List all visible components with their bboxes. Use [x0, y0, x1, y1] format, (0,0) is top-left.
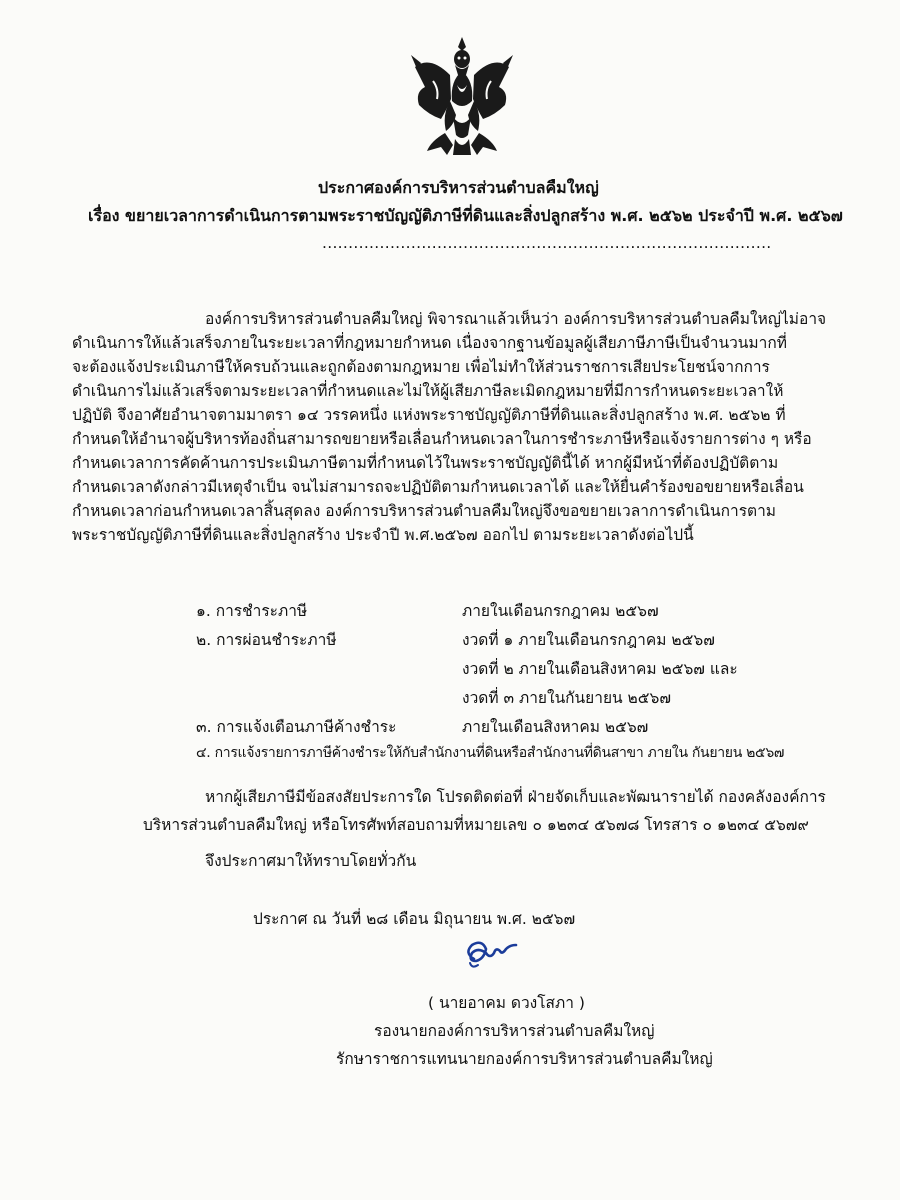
body-line-6: กำหนดให้อำนาจผู้บริหารท้องถิ่นสามารถขยายหรือเลื่อนกำหนดเวลาในการชำระภาษีหรือแจ้งรายการต่าง ๆ หรือ: [72, 430, 812, 448]
schedule-value-3: ภายในเดือนสิงหาคม ๒๕๖๗: [462, 718, 649, 736]
body-line-7: กำหนดเวลาการคัดค้านการประเมินภาษีตามที่กำหนดไว้ในพระราชบัญญัตินี้ได้ หากผู้มีหน้าที่ต้องปฏิบัติตาม: [72, 454, 779, 472]
schedule-value-2c: งวดที่ ๓ ภายในกันยายน ๒๕๖๗: [462, 689, 671, 707]
contact-line-1: หากผู้เสียภาษีมีข้อสงสัยประการใด โปรดติดต่อที่ ฝ่ายจัดเก็บและพัฒนารายได้ กองคลังองค์การ: [205, 788, 826, 806]
body-line-8: กำหนดเวลาดังกล่าวมีเหตุจำเป็น จนไม่สามารถจะปฏิบัติตามกำหนดเวลาได้ และให้ยื่นคำร้องขอขยายหรือเลื่อน: [72, 478, 804, 496]
body-line-4: ดำเนินการไม่แล้วเสร็จตามระยะเวลาที่กำหนดและไม่ให้ผู้เสียภาษีละเมิดกฎหมายที่มีการกำหนดระยะเวลาให้: [72, 382, 784, 400]
body-line-5: ปฏิบัติ จึงอาศัยอำนาจตามมาตรา ๑๔ วรรคหนึ่ง แห่งพระราชบัญญัติภาษีที่ดินและสิ่งปลูกสร้าง พ.ศ. ๒๕๖๒ ที่: [72, 406, 786, 424]
signatory-name: ( นายอาคม ดวงโสภา ): [428, 994, 585, 1012]
schedule-item-4: ๔. การแจ้งรายการภาษีค้างชำระให้กับสำนักงานที่ดินหรือสำนักงานที่ดินสาขา ภายใน กันยายน ๒๕๖๗: [196, 745, 785, 761]
signature-image: [460, 935, 520, 975]
title-divider: ......................................................................................: [322, 234, 772, 252]
closing-statement: จึงประกาศมาให้ทราบโดยทั่วกัน: [205, 852, 417, 870]
announcement-date: ประกาศ ณ วันที่ ๒๘ เดือน มิถุนายน พ.ศ. ๒๕๖๗: [253, 910, 576, 928]
body-line-2: ดำเนินการให้แล้วเสร็จภายในระยะเวลาที่กฎหมายกำหนด เนื่องจากฐานข้อมูลผู้เสียภาษีภาษีเป็นจำนวนมากที่: [72, 334, 787, 352]
schedule-value-2a: งวดที่ ๑ ภายในเดือนกรกฎาคม ๒๕๖๗: [462, 631, 715, 649]
signatory-position-1: รองนายกองค์การบริหารส่วนตำบลคืมใหญ่: [374, 1022, 655, 1040]
announcement-title: ประกาศองค์การบริหารส่วนตำบลคืมใหญ่: [318, 178, 599, 197]
schedule-label-3: ๓. การแจ้งเตือนภาษีค้างชำระ: [196, 718, 397, 736]
schedule-value-2b: งวดที่ ๒ ภายในเดือนสิงหาคม ๒๕๖๗ และ: [462, 660, 738, 678]
body-line-9: กำหนดเวลาก่อนกำหนดเวลาสิ้นสุดลง องค์การบริหารส่วนตำบลคืมใหญ่จึงขอขยายเวลาการดำเนินการตาม: [72, 502, 777, 520]
garuda-emblem-icon: [405, 35, 520, 160]
schedule-label-2: ๒. การผ่อนชำระภาษี: [196, 631, 337, 649]
body-line-1: องค์การบริหารส่วนตำบลคืมใหญ่ พิจารณาแล้วเห็นว่า องค์การบริหารส่วนตำบลคืมใหญ่ไม่อาจ: [205, 310, 827, 328]
signatory-position-2: รักษาราชการแทนนายกองค์การบริหารส่วนตำบลคืมใหญ่: [336, 1050, 713, 1068]
schedule-value-1: ภายในเดือนกรกฎาคม ๒๕๖๗: [462, 602, 659, 620]
contact-line-2: บริหารส่วนตำบลคืมใหญ่ หรือโทรศัพท์สอบถามที่หมายเลข ๐ ๑๒๓๔ ๕๖๗๘ โทรสาร ๐ ๑๒๓๔ ๕๖๗๙: [143, 816, 809, 834]
body-line-3: จะต้องแจ้งประเมินภาษีให้ครบถ้วนและถูกต้องตามกฎหมาย เพื่อไม่ทำให้ส่วนราชการเสียประโยชน์จากการ: [72, 358, 770, 376]
announcement-subject: เรื่อง ขยายเวลาการดำเนินการตามพระราชบัญญัติภาษีที่ดินและสิ่งปลูกสร้าง พ.ศ. ๒๕๖๒ ประจำปี พ.ศ. ๒๕๖๗: [88, 206, 843, 225]
body-line-10: พระราชบัญญัติภาษีที่ดินและสิ่งปลูกสร้าง ประจำปี พ.ศ.๒๕๖๗ ออกไป ตามระยะเวลาดังต่อไปนี้: [72, 526, 694, 544]
schedule-label-1: ๑. การชำระภาษี: [196, 602, 308, 620]
